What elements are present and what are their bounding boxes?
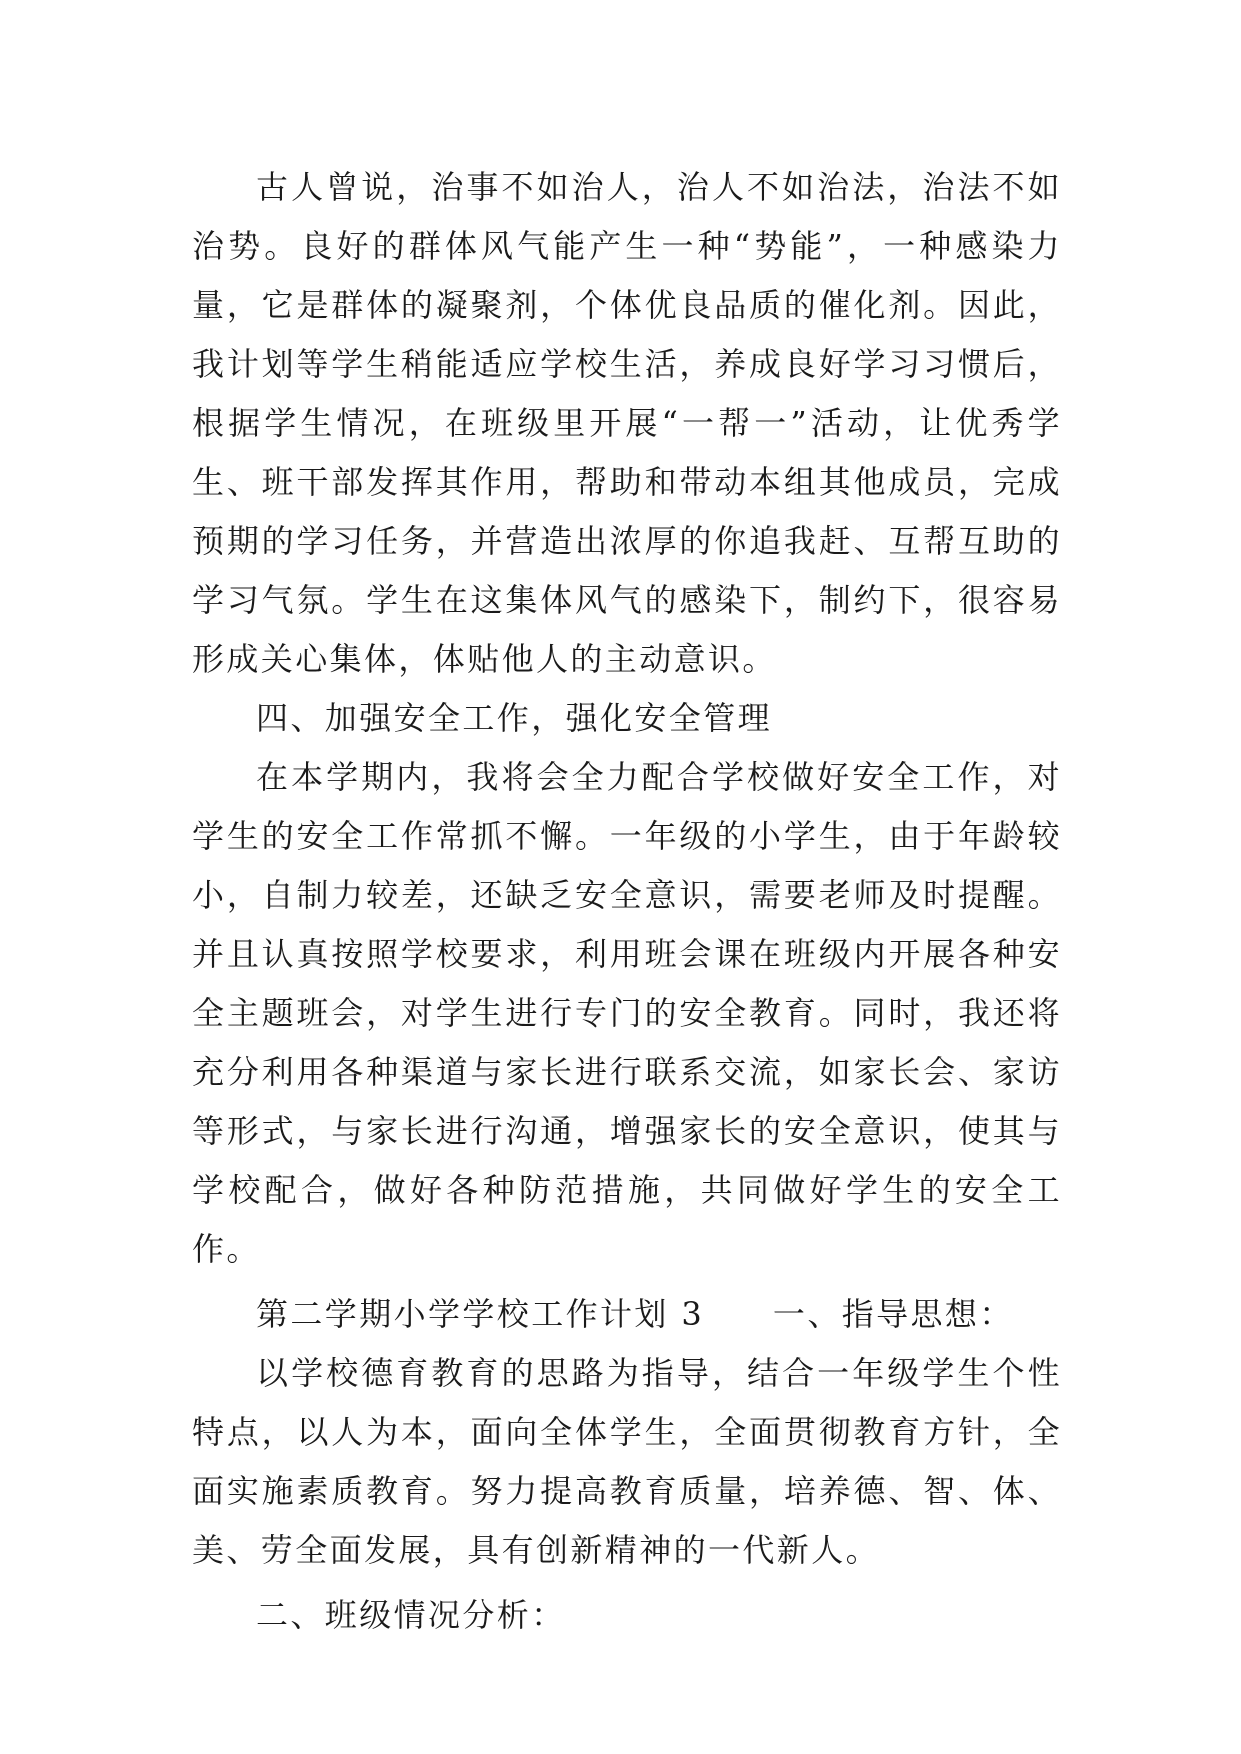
document-body [192, 158, 1062, 1645]
section-heading-class-analysis: 二、班级情况分析： [256, 1596, 566, 1634]
section-heading-safety: 四、加强安全工作，强化安全管理 [256, 699, 773, 737]
paragraph-guiding-idea: 以学校德育教育的思路为指导，结合一年级学生个性特点，以人为本，面向全体学生，全面贯彻教育方针，全面实施素质教育。努力提高教育质量，培养德、智、体、美、劳全面发展，具有创新精神的一代新人。 [192, 1354, 1062, 1569]
plan-title-heading: 第二学期小学学校工作计划 3 一、指导思想： [256, 1295, 1014, 1333]
paragraph-group-atmosphere: 古人曾说，治事不如治人，治人不如治法，治法不如治势。良好的群体风气能产生一种“势能”，一种感染力量，它是群体的凝聚剂，个体优良品质的催化剂。因此，我计划等学生稍能适应学校生活，养成良好学习习惯后，根据学生情况，在班级里开展“一帮一”活动，让优秀学生、班干部发挥其作用，帮助和带动本组其他成员，完成预期的学习任务，并营造出浓厚的你追我赶、互帮互助的学习气氛。学生在这集体风气的感染下，制约下，很容易形成关心集体，体贴他人的主动意识。 [192, 168, 1062, 678]
paragraph-safety-work: 在本学期内，我将会全力配合学校做好安全工作，对学生的安全工作常抓不懈。一年级的小学生，由于年龄较小，自制力较差，还缺乏安全意识，需要老师及时提醒。并且认真按照学校要求，利用班会课在班级内开展各种安全主题班会，对学生进行专门的安全教育。同时，我还将充分利用各种渠道与家长进行联系交流，如家长会、家访等形式，与家长进行沟通，增强家长的安全意识，使其与学校配合，做好各种防范措施，共同做好学生的安全工作。 [192, 758, 1062, 1268]
